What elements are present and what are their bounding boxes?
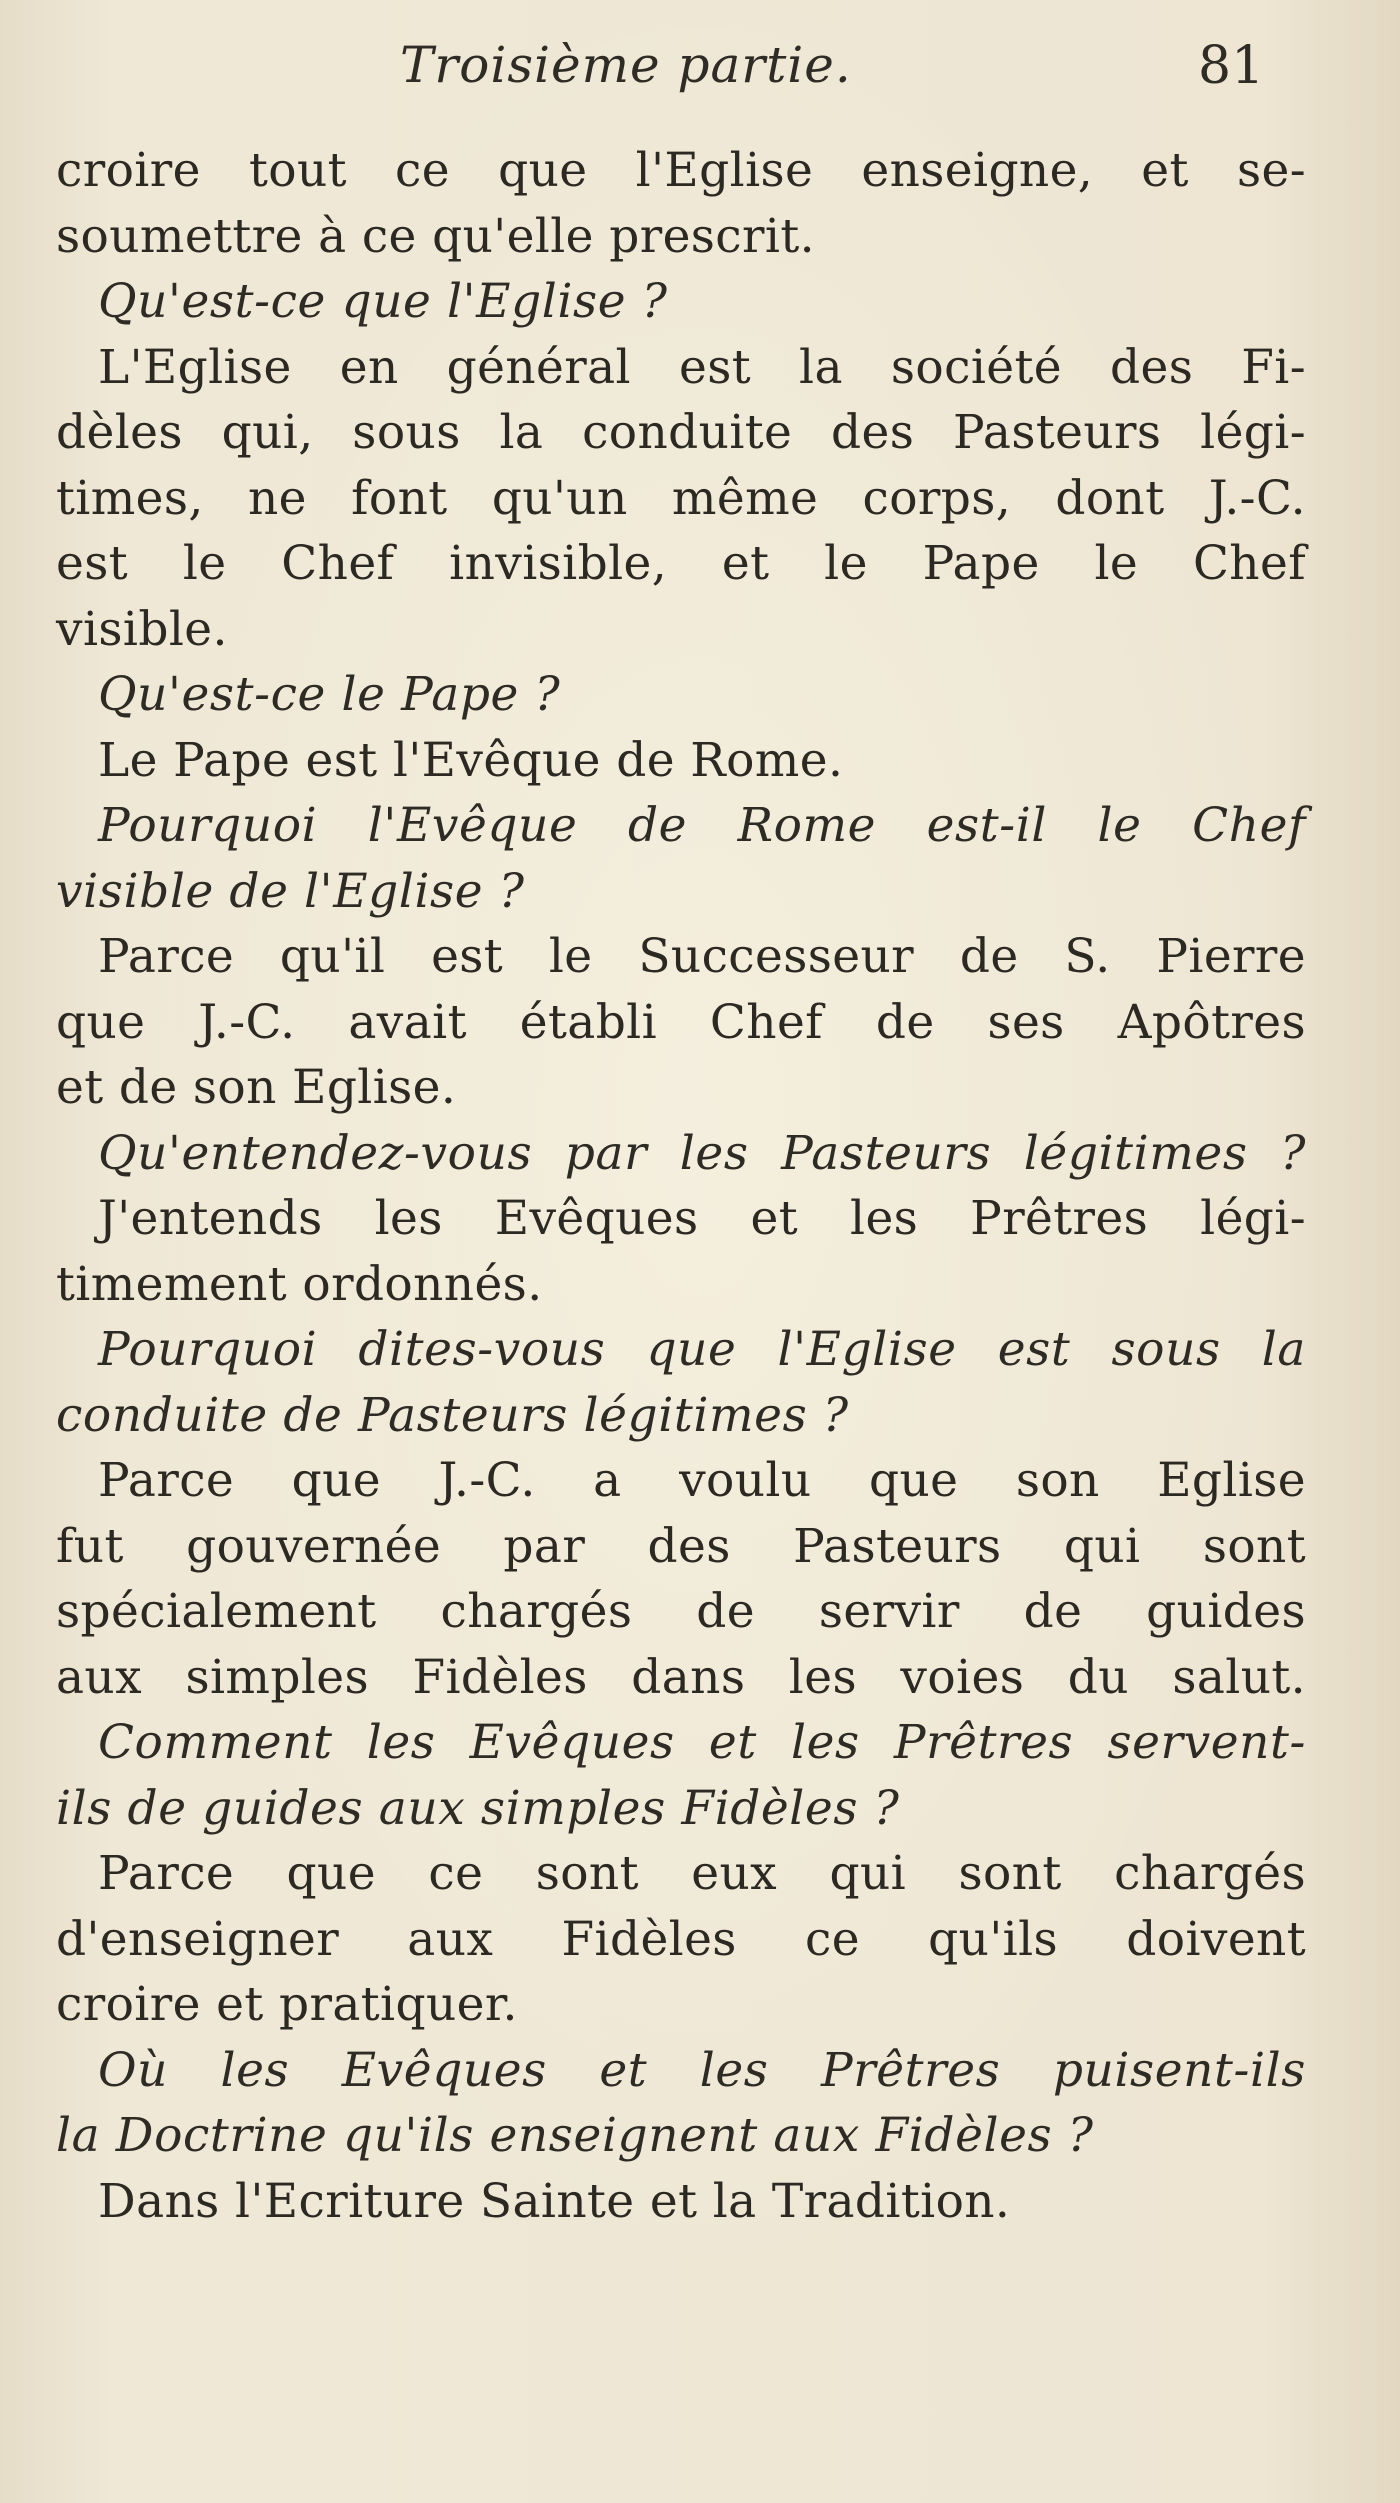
question-line: Pourquoi l'Evêque de Rome est-il le Chef [98, 798, 1306, 853]
question-line: ils de guides aux simples Fidèles ? [56, 1780, 900, 1836]
answer-line: times, ne font qu'un même corps, dont J.-C. [56, 470, 1306, 526]
question-line: Comment les Evêques et les Prêtres servent- [98, 1715, 1306, 1770]
answer-line: d'enseigner aux Fidèles ce qu'ils doivent [56, 1911, 1306, 1967]
answer-line: L'Eglise en général est la société des Fi- [98, 339, 1306, 395]
answer-line: timement ordonnés. [56, 1256, 543, 1312]
answer-line: Dans l'Ecriture Sainte et la Tradition. [98, 2173, 1011, 2229]
running-head [0, 30, 1400, 110]
answer-line: Parce qu'il est le Successeur de S. Pierre [98, 929, 1306, 984]
answer-line: aux simples Fidèles dans les voies du salut. [56, 1649, 1306, 1705]
answer-line: fut gouvernée par des Pasteurs qui sont [56, 1518, 1306, 1574]
answer-line: J'entends les Evêques et les Prêtres légi- [98, 1191, 1306, 1246]
running-title: Troisième partie. [400, 36, 852, 94]
question-line: Qu'est-ce le Pape ? [98, 667, 561, 722]
question-line: visible de l'Eglise ? [56, 863, 525, 919]
question-line: Qu'entendez-vous par les Pasteurs légitimes ? [98, 1125, 1306, 1181]
catechism-text [56, 138, 1306, 2234]
answer-line: que J.-C. avait établi Chef de ses Apôtres [56, 994, 1306, 1050]
question-line: Pourquoi dites-vous que l'Eglise est sous la [98, 1322, 1306, 1377]
answer-line: croire et pratiquer. [56, 1977, 518, 2032]
answer-line: est le Chef invisible, et le Pape le Chef [56, 536, 1306, 591]
page-number: 81 [1198, 36, 1265, 96]
answer-line: visible. [56, 601, 228, 657]
answer-line: spécialement chargés de servir de guides [56, 1584, 1306, 1639]
answer-line: Le Pape est l'Evêque de Rome. [98, 732, 844, 788]
question-line: Qu'est-ce que l'Eglise ? [98, 274, 668, 329]
question-line: Où les Evêques et les Prêtres puisent-ils [98, 2042, 1306, 2098]
answer-line: soumettre à ce qu'elle prescrit. [56, 208, 815, 264]
question-line: conduite de Pasteurs légitimes ? [56, 1387, 849, 1443]
answer-line: dèles qui, sous la conduite des Pasteurs légi- [56, 405, 1306, 460]
question-line: la Doctrine qu'ils enseignent aux Fidèles ? [56, 2108, 1094, 2163]
answer-line: Parce que J.-C. a voulu que son Eglise [98, 1453, 1306, 1508]
answer-line: Parce que ce sont eux qui sont chargés [98, 1846, 1306, 1901]
answer-line: croire tout ce que l'Eglise enseigne, et se- [56, 143, 1306, 198]
answer-line: et de son Eglise. [56, 1060, 457, 1115]
